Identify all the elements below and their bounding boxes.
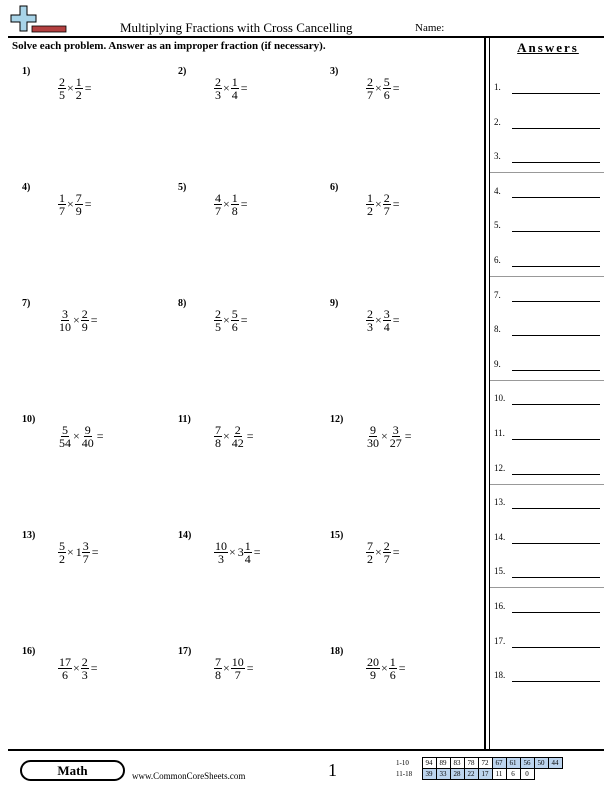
denominator: 3	[367, 320, 373, 334]
answers-title: Answers	[517, 40, 579, 55]
fraction	[75, 76, 83, 101]
answer-line[interactable]	[512, 301, 600, 302]
denominator: 8	[231, 204, 238, 218]
equals-sign: =	[240, 197, 248, 211]
fraction	[214, 540, 228, 565]
score-key-cell: 0	[520, 769, 534, 780]
numerator: 2	[81, 655, 88, 669]
answer-number: 5.	[494, 220, 501, 231]
fraction-expression	[58, 424, 104, 449]
denominator: 2	[367, 552, 373, 566]
answer-line[interactable]	[512, 197, 600, 198]
fraction	[383, 192, 391, 217]
answer-number: 17.	[494, 635, 506, 646]
fraction-expression	[366, 308, 400, 333]
times-sign: ×	[375, 81, 382, 95]
score-key-cell: 89	[436, 758, 450, 769]
answer-row	[494, 666, 604, 682]
denominator: 5	[215, 320, 221, 334]
answer-line[interactable]	[512, 647, 600, 648]
numerator: 2	[234, 423, 241, 437]
answer-number: 11.	[494, 428, 505, 438]
fraction	[58, 308, 72, 333]
answer-line[interactable]	[512, 404, 600, 405]
problem-number: 16)	[22, 646, 36, 657]
fraction	[58, 656, 72, 681]
worksheet-title: Multiplying Fractions with Cross Cancelling	[120, 20, 353, 35]
answer-number: 15.	[494, 566, 506, 577]
denominator: 7	[59, 204, 65, 218]
fraction-expression	[214, 656, 254, 681]
problem-number: 1)	[22, 66, 31, 77]
score-key-cell: 44	[548, 758, 562, 769]
problem-number: 15)	[330, 530, 344, 541]
fraction	[383, 540, 391, 565]
answer-row	[494, 459, 604, 475]
answer-row	[494, 286, 604, 302]
answer-line[interactable]	[512, 335, 600, 336]
numerator: 7	[215, 655, 221, 669]
fraction	[214, 308, 222, 333]
problem-number: 5)	[178, 182, 187, 193]
equals-sign: =	[253, 545, 261, 559]
times-sign: ×	[73, 661, 80, 675]
answer-line[interactable]	[512, 681, 600, 682]
answer-line[interactable]	[512, 370, 600, 371]
answer-group-separator	[490, 380, 604, 381]
times-sign: ×	[223, 429, 230, 443]
denominator: 7	[367, 88, 373, 102]
numerator: 20	[367, 655, 379, 669]
denominator: 7	[215, 204, 221, 218]
times-sign: ×	[375, 197, 382, 211]
score-key-cell: 39	[422, 769, 436, 780]
times-sign: ×	[375, 545, 382, 559]
answer-group-separator	[490, 587, 604, 588]
numerator: 17	[59, 655, 71, 669]
answer-row	[494, 424, 604, 440]
numerator: 7	[75, 191, 82, 205]
numerator: 3	[392, 423, 399, 437]
fraction-expression	[366, 192, 400, 217]
numerator: 2	[367, 75, 373, 89]
denominator: 6	[389, 668, 396, 682]
times-sign: ×	[229, 545, 236, 559]
answer-number: 13.	[494, 497, 506, 508]
denominator: 9	[370, 668, 376, 682]
score-key-cell: 94	[422, 758, 436, 769]
fraction-expression	[58, 540, 99, 565]
denominator: 30	[367, 436, 379, 450]
fraction-expression	[58, 308, 98, 333]
answer-number: 18.	[494, 670, 506, 681]
answer-number: 14.	[494, 531, 506, 542]
score-key-cell: 28	[450, 769, 464, 780]
denominator: 7	[234, 668, 241, 682]
equals-sign: =	[392, 81, 400, 95]
score-key-cell: 56	[520, 758, 534, 769]
fraction-expression	[214, 424, 254, 449]
score-key-cell: 17	[478, 769, 492, 780]
times-sign: ×	[223, 313, 230, 327]
denominator: 4	[244, 552, 251, 566]
equals-sign: =	[398, 661, 406, 675]
numerator: 1	[231, 75, 238, 89]
fraction-expression	[58, 76, 92, 101]
page-number: 1	[328, 760, 337, 780]
answer-number: 16.	[494, 601, 506, 611]
denominator: 2	[59, 552, 65, 566]
answer-line[interactable]	[512, 543, 600, 544]
whole-number: 1	[75, 545, 82, 559]
denominator: 7	[383, 552, 390, 566]
equals-sign: =	[246, 661, 254, 675]
numerator: 1	[367, 191, 373, 205]
denominator: 2	[367, 204, 373, 218]
answer-line[interactable]	[512, 508, 600, 509]
fraction-expression	[214, 540, 261, 565]
times-sign: ×	[375, 313, 382, 327]
instructions: Solve each problem. Answer as an improper fraction (if necessary).	[12, 40, 326, 52]
answer-row	[494, 355, 604, 371]
score-key-range: 11-18	[396, 770, 413, 778]
answer-number: 4.	[494, 185, 501, 196]
fraction	[82, 540, 90, 565]
fraction	[366, 424, 380, 449]
score-key-cell: 6	[506, 769, 520, 780]
answer-line[interactable]	[512, 93, 600, 94]
fraction	[244, 540, 252, 565]
numerator: 3	[383, 307, 390, 321]
fraction-expression	[214, 76, 248, 101]
equals-sign: =	[91, 545, 99, 559]
answer-line[interactable]	[512, 162, 600, 163]
denominator: 8	[215, 668, 221, 682]
times-sign: ×	[73, 313, 80, 327]
denominator: 54	[59, 436, 71, 450]
fraction	[383, 76, 391, 101]
answer-row	[494, 597, 604, 613]
problem-number: 4)	[22, 182, 31, 193]
equals-sign: =	[240, 81, 248, 95]
denominator: 3	[81, 668, 88, 682]
answer-number: 7.	[494, 289, 501, 300]
answer-row	[494, 632, 604, 648]
problem-number: 9)	[330, 298, 339, 309]
denominator: 27	[389, 436, 402, 450]
answer-number: 10.	[494, 393, 506, 404]
fraction	[231, 424, 245, 449]
times-sign: ×	[67, 545, 74, 559]
fraction-expression	[214, 308, 248, 333]
times-sign: ×	[223, 81, 230, 95]
denominator: 9	[75, 204, 82, 218]
score-key-row	[396, 758, 562, 769]
column-divider	[484, 36, 486, 749]
equals-sign: =	[240, 313, 248, 327]
score-key-cell: 78	[464, 758, 478, 769]
problem-number: 17)	[178, 646, 192, 657]
equals-sign: =	[392, 545, 400, 559]
numerator: 1	[389, 655, 396, 669]
denominator: 42	[231, 436, 244, 450]
equals-sign: =	[96, 429, 104, 443]
numerator: 2	[383, 539, 390, 553]
name-label: Name:	[415, 22, 445, 34]
fraction	[58, 540, 66, 565]
answer-group-separator	[490, 276, 604, 277]
answer-group-separator	[490, 484, 604, 485]
fraction	[214, 656, 222, 681]
answer-row	[494, 320, 604, 336]
denominator: 6	[231, 320, 238, 334]
problem-number: 18)	[330, 646, 344, 657]
times-sign: ×	[223, 661, 230, 675]
website-link[interactable]: www.CommonCoreSheets.com	[132, 771, 246, 781]
denominator: 7	[82, 552, 89, 566]
fraction	[75, 192, 83, 217]
footer-divider	[8, 749, 604, 751]
answer-number: 2.	[494, 116, 501, 127]
equals-sign: =	[392, 197, 400, 211]
fraction-expression	[58, 192, 92, 217]
whole-number: 3	[237, 545, 244, 559]
score-key-cell: 72	[478, 758, 492, 769]
numerator: 2	[367, 307, 373, 321]
denominator: 3	[215, 88, 221, 102]
fraction	[366, 76, 374, 101]
numerator: 7	[215, 423, 221, 437]
problem-number: 8)	[178, 298, 187, 309]
answer-line[interactable]	[512, 612, 600, 613]
denominator: 8	[215, 436, 221, 450]
numerator: 9	[370, 423, 376, 437]
answer-line[interactable]	[512, 439, 600, 440]
denominator: 7	[383, 204, 390, 218]
answer-row	[494, 493, 604, 509]
fraction	[366, 540, 374, 565]
numerator: 3	[82, 539, 89, 553]
denominator: 3	[218, 552, 224, 566]
denominator: 40	[81, 436, 94, 450]
answer-row	[494, 216, 604, 232]
problem-number: 14)	[178, 530, 192, 541]
numerator: 2	[81, 307, 88, 321]
answer-line[interactable]	[512, 474, 600, 475]
denominator: 2	[75, 88, 82, 102]
fraction	[81, 308, 89, 333]
problem-number: 7)	[22, 298, 31, 309]
equals-sign: =	[246, 429, 254, 443]
numerator: 1	[244, 539, 251, 553]
denominator: 9	[81, 320, 88, 334]
numerator: 10	[231, 655, 244, 669]
equals-sign: =	[90, 661, 98, 675]
denominator: 6	[62, 668, 68, 682]
fraction-expression	[366, 656, 406, 681]
answer-number: 6.	[494, 255, 501, 265]
times-sign: ×	[67, 81, 74, 95]
answer-line[interactable]	[512, 231, 600, 232]
fraction	[366, 656, 380, 681]
score-key-range: 1-10	[396, 759, 409, 767]
answer-number: 3.	[494, 151, 501, 162]
numerator: 3	[62, 307, 68, 321]
problem-number: 3)	[330, 66, 339, 77]
answer-row	[494, 78, 604, 94]
header-divider	[8, 36, 604, 38]
times-sign: ×	[223, 197, 230, 211]
times-sign: ×	[73, 429, 80, 443]
fraction-expression	[366, 424, 412, 449]
fraction	[389, 656, 397, 681]
fraction	[231, 656, 245, 681]
numerator: 5	[62, 423, 68, 437]
times-sign: ×	[67, 197, 74, 211]
equals-sign: =	[90, 313, 98, 327]
score-key-row	[396, 769, 562, 780]
answer-row	[494, 562, 604, 578]
numerator: 2	[215, 75, 221, 89]
problem-number: 12)	[330, 414, 344, 425]
answer-number: 12.	[494, 462, 506, 473]
numerator: 1	[59, 191, 65, 205]
answer-row	[494, 182, 604, 198]
problem-number: 11)	[178, 414, 191, 425]
numerator: 9	[84, 423, 91, 437]
score-key-cell: 67	[492, 758, 506, 769]
numerator: 5	[383, 75, 390, 89]
fraction-expression	[366, 76, 400, 101]
answer-row	[494, 528, 604, 544]
numerator: 1	[75, 75, 82, 89]
fraction	[231, 192, 239, 217]
fraction	[389, 424, 403, 449]
answer-line[interactable]	[512, 266, 600, 267]
numerator: 2	[59, 75, 65, 89]
times-sign: ×	[381, 661, 388, 675]
score-key-cell: 22	[464, 769, 478, 780]
score-key-cell: 11	[492, 769, 506, 780]
score-key-table	[396, 757, 563, 780]
numerator: 4	[215, 191, 221, 205]
numerator: 5	[231, 307, 238, 321]
answer-row	[494, 251, 604, 267]
answer-group-separator	[490, 172, 604, 173]
score-key-cell: 50	[534, 758, 548, 769]
fraction-expression	[58, 656, 98, 681]
plus-logo-icon	[8, 4, 68, 34]
answer-number: 1.	[494, 82, 501, 92]
numerator: 10	[215, 539, 227, 553]
answer-row	[494, 389, 604, 405]
numerator: 5	[59, 539, 65, 553]
column-divider-inner	[489, 36, 490, 749]
fraction	[214, 192, 222, 217]
numerator: 7	[367, 539, 373, 553]
answer-row	[494, 113, 604, 129]
denominator: 4	[231, 88, 238, 102]
fraction	[214, 424, 222, 449]
fraction	[231, 308, 239, 333]
equals-sign: =	[392, 313, 400, 327]
denominator: 5	[59, 88, 65, 102]
fraction	[366, 192, 374, 217]
equals-sign: =	[404, 429, 412, 443]
fraction-expression	[366, 540, 400, 565]
times-sign: ×	[381, 429, 388, 443]
fraction	[81, 656, 89, 681]
score-key-cell: 83	[450, 758, 464, 769]
score-key-cell: 33	[436, 769, 450, 780]
answer-line[interactable]	[512, 577, 600, 578]
score-key-cell: 61	[506, 758, 520, 769]
fraction	[58, 424, 72, 449]
fraction	[58, 76, 66, 101]
problem-number: 13)	[22, 530, 36, 541]
equals-sign: =	[84, 81, 92, 95]
answer-number: 9.	[494, 358, 501, 369]
fraction	[214, 76, 222, 101]
equals-sign: =	[84, 197, 92, 211]
fraction	[383, 308, 391, 333]
fraction	[231, 76, 239, 101]
fraction-expression	[214, 192, 248, 217]
fraction	[81, 424, 95, 449]
numerator: 2	[215, 307, 221, 321]
answer-row	[494, 147, 604, 163]
denominator: 10	[59, 320, 71, 334]
problem-number: 10)	[22, 414, 36, 425]
answer-line[interactable]	[512, 128, 600, 129]
fraction	[366, 308, 374, 333]
numerator: 2	[383, 191, 390, 205]
fraction	[58, 192, 66, 217]
math-label: Math	[20, 760, 125, 781]
numerator: 1	[231, 191, 238, 205]
problem-number: 2)	[178, 66, 187, 77]
answer-number: 8.	[494, 324, 501, 335]
denominator: 4	[383, 320, 390, 334]
problem-number: 6)	[330, 182, 339, 193]
denominator: 6	[383, 88, 390, 102]
